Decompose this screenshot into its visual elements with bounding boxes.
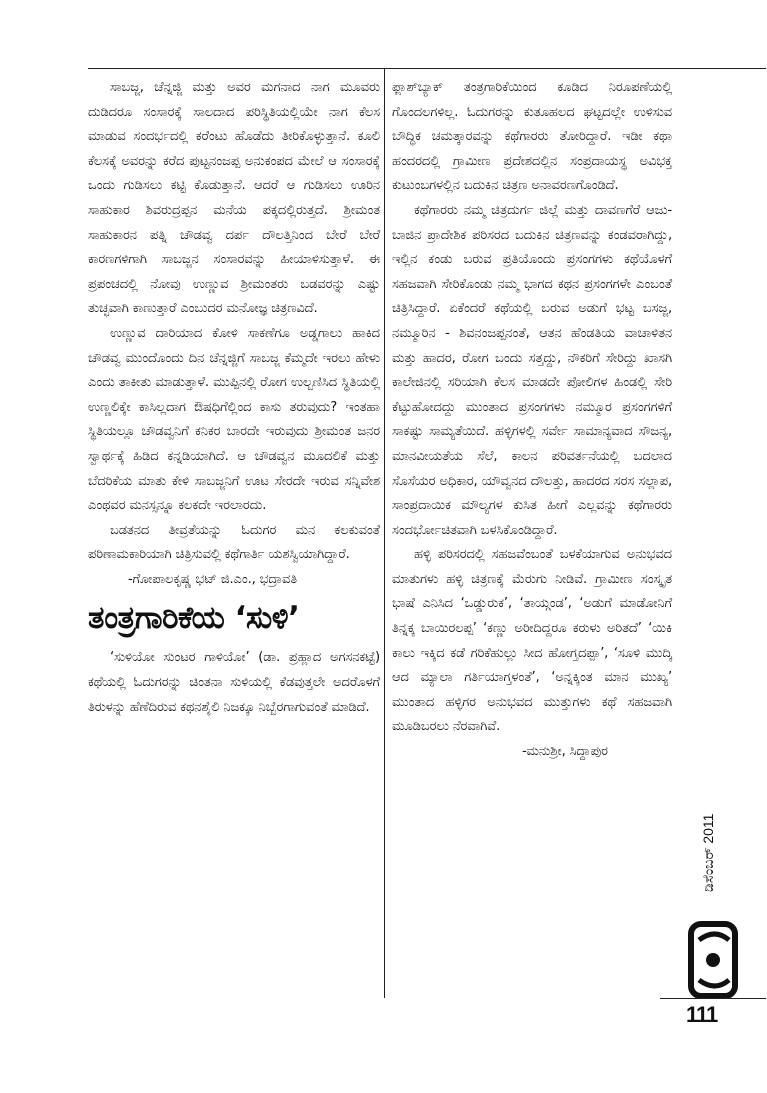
magazine-logo xyxy=(685,920,747,1000)
left-paragraph-2: ಉಣ್ಣುವ ದಾರಿಯಾದ ಕೋಳಿ ಸಾಕಣೆಗೂ ಅಡ್ಡಗಾಲು ಹಾಕಿದ ಚೌಡವ್ವ ಮುಂದೊಂದು ದಿನ ಚೆನ್ನಜ್ಜಿಗೆ ಸಾಬಜ್ಜ ಕೆಮ್ಮದೇ ಇರಲು ಹೇಳು ಎಂದು ತಾಕೀತು ಮಾಡುತ್ತಾಳೆ. ಮುಪ್ಪಿನಲ್ಲಿ ರೋಗ ಉಲ್ಬಣಿಸಿದ ಸ್ಥಿತಿಯಲ್ಲಿ ಉಣ್ಣಲಿಕ್ಕೇ ಕಾಸಿಲ್ಲದಾಗ ಔಷಧಿಗೆಲ್ಲಿಂದ ಕಾಸು ತರುವುದು? ಇಂತಹಾ ಸ್ಥಿತಿಯಲ್ಲೂ ಚೌಡವ್ವನಿಗೆ ಕನಿಕರ ಬಾರದೇ ಇರುವುದು ಶ್ರೀಮಂತ ಜನರ ಸ್ವಾರ್ಥಕ್ಕೆ ಹಿಡಿದ ಕನ್ನಡಿಯಾಗಿದೆ. ಆ ಚೌಡವ್ವನ ಮೂದಲಿಕೆ ಮತ್ತು ಬೆದರಿಕೆಯ ಮಾತು ಕೇಳಿ ಸಾಬಜ್ಜನಿಗೆ ಊಟ ಸೇರದೇ ಇರುವ ಸನ್ನಿವೇಶ ಎಂಥವರ ಮನಸ್ಸನ್ನೂ ಕಲಕದೇ ಇರಲಾರದು. xyxy=(88,325,380,514)
footer-rule xyxy=(660,998,766,999)
right-paragraph-3: ಹಳ್ಳಿ ಪರಿಸರದಲ್ಲಿ ಸಹಜವೆಂಬಂತೆ ಬಳಕೆಯಾಗುವ ಅನುಭವದ ಮಾತುಗಳು ಹಳ್ಳಿ ಚಿತ್ರಣಕ್ಕೆ ಮೆರುಗು ನೀಡಿವೆ. ಗ್ರಾಮೀಣ ಸಂಸ್ಕೃತ ಭಾಷೆ ಎನಿಸಿದ ‘ಒಡ್ಡುರುಕ’, ‘ತಾಯ್ಗಂಡ’, ‘ಅಡುಗೆ ಮಾಡೋನಿಗೆ ತಿನ್ನಕ್ಕ ಬಾಯಿರಲಪ್ಪ’ ‘ಕಣ್ಣು ಅರೀದಿದ್ದರೂ ಕರುಳು ಅರಿತದೆ’ ‘ಯಿಕಿ ಕಾಲು ಇಕ್ಕಿದ ಕಡೆ ಗರಿಕೆಹುಲ್ಲು ಸೀದ ಹೋಗ್ತದಪ್ಪಾ’, ‘ಸೂಳಿ ಮುದ್ಕಿ ಆದ ಮ್ಯಾಲಾ ಗರ್ತಿಯಾಗ್ತಳಂತೆ’, ‘ಅನ್ನಕ್ಕಿಂತ ಮಾನ ಮುಖ್ಯ’ ಮುಂತಾದ ಹಳ್ಳಿಗರ ಅನುಭವದ ಮುತ್ತುಗಳು ಕಥೆ ಸಹಜವಾಗಿ ಮೂಡಿಬರಲು ನೆರವಾಗಿವೆ. xyxy=(392,547,672,735)
column-divider xyxy=(384,68,385,998)
top-rule xyxy=(88,68,766,69)
left-column xyxy=(88,76,380,720)
page-number: 111 xyxy=(686,1002,718,1027)
left-paragraph-3: ಬಡತನದ ತೀವ್ರತೆಯನ್ನು ಓದುಗರ ಮನ ಕಲಕುವಂತೆ ಪರಿಣಾಮಕಾರಿಯಾಗಿ ಚಿತ್ರಿಸುವಲ್ಲಿ ಕಥೆಗಾರ್ತಿ ಯಶಸ್ವಿಯಾಗಿದ್ದಾರೆ. xyxy=(88,522,380,563)
right-paragraph-1: ಫ್ಲಾಶ್‌ಬ್ಯಾಕ್ ತಂತ್ರಗಾರಿಕೆಯಿಂದ ಕೂಡಿದ ನಿರೂಪಣೆಯಲ್ಲಿ ಗೊಂದಲಗಳಿಲ್ಲ. ಓದುಗರನ್ನು ಕುತೂಹಲದ ಘಟ್ಟದಲ್ಲೇ ಉಳಿಸುವ ಬೌದ್ಧಿಕ ಚಮತ್ಕಾರವನ್ನು ಕಥೆಗಾರರು ತೋರಿದ್ದಾರೆ. ಇಡೀ ಕಥಾ ಹಂದರದಲ್ಲಿ ಗ್ರಾಮೀಣ ಪ್ರದೇಶದಲ್ಲಿನ ಸಂಪ್ರದಾಯಸ್ಥ ಅವಿಭಕ್ತ ಕುಟುಂಬಗಳಲ್ಲಿನ ಬದುಕಿನ ಚಿತ್ರಣ ಅನಾವರಣಗೊಂಡಿದೆ. xyxy=(392,80,672,194)
right-paragraph-2: ಕಥೆಗಾರರು ನಮ್ಮ ಚಿತ್ರದುರ್ಗ ಜಿಲ್ಲೆ ಮತ್ತು ದಾವಣಗೆರೆ ಆಜು-ಬಾಜಿನ ಪ್ರಾದೇಶಿಕ ಪರಿಸರದ ಬದುಕಿನ ಚಿತ್ರಣವನ್ನು ಕಂಡವರಾಗಿದ್ದು, ಇಲ್ಲಿನ ಕಂಡು ಬರುವ ಪ್ರತಿಯೊಂದು ಪ್ರಸಂಗಗಳು ಕಥೆಯೊಳಗೆ ಸಹಜವಾಗಿ ಸೇರಿಕೊಂಡು ನಮ್ಮ ಭಾಗದ ಕಥನ ಪ್ರಸಂಗಗಳೇ ಎಂಬಂತೆ ಚಿತ್ರಿಸಿದ್ದಾರೆ. ಏಕೆಂದರೆ ಕಥೆಯಲ್ಲಿ ಬರುವ ಅಡುಗೆ ಭಟ್ಟ ಬಸಜ್ಜ, ನಮ್ಮೂರಿನ - ಶಿವನಂಜಪ್ಪನಂತೆ, ಆತನ ಹೆಂಡತಿಯ ವಾಚಾಳಿತನ ಮತ್ತು ಹಾದರ, ರೋಗ ಬಂದು ಸತ್ತದ್ದು, ನೌಕರಿಗೆ ಸೇರಿದ್ದು ಖಾಸಗಿ ಕಾಲೇಜಿನಲ್ಲಿ ಸರಿಯಾಗಿ ಕೆಲಸ ಮಾಡದೇ ಪೋಲಿಗಳ ಹಿಂಡಲ್ಲಿ ಸೇರಿ ಕೆಟ್ಟುಹೋದದ್ದು ಮುಂತಾದ ಪ್ರಸಂಗಗಳು ನಮ್ಮೂರ ಪ್ರಸಂಗಗಳಿಗೆ ಸಾಕಷ್ಟು ಸಾಮ್ಯತೆಯಿದೆ. ಹಳ್ಳಿಗಳಲ್ಲಿ ಸರ್ವೇ ಸಾಮಾನ್ಯವಾದ ಸೌಜನ್ಯ, ಮಾನವೀಯತೆಯ ಸೆಲೆ, ಕಾಲನ ಪರಿವರ್ತನೆಯಲ್ಲಿ ಬದಲಾದ ಸೊಸೆಯರ ಅಧಿಕಾರ, ಯೌವ್ವನದ ದೌಲತ್ತು, ಹಾದರದ ಸರಸ ಸಲ್ಲಾಪ, ಸಾಂಪ್ರದಾಯಿಕ ಮೌಲ್ಯಗಳ ಕುಸಿತ ಹೀಗೆ ಎಲ್ಲವನ್ನು ಕಥೆಗಾರರು ಸಂದರ್ಭೋಚಿತವಾಗಿ ಬಳಸಿಕೊಂಡಿದ್ದಾರೆ. xyxy=(392,202,672,538)
left-paragraph-1: ಸಾಬಜ್ಜ, ಚೆನ್ನಜ್ಜಿ ಮತ್ತು ಅವರ ಮಗನಾದ ನಾಗ ಮೂವರು ದುಡಿದರೂ ಸಂಸಾರಕ್ಕೆ ಸಾಲದಾದ ಪರಿಸ್ಥಿತಿಯಲ್ಲಿಯೇ ನಾಗ ಕೆಲಸ ಮಾಡುವ ಸಂದರ್ಭದಲ್ಲಿ ಕರೆಂಟು ಹೊಡೆದು ತೀರಿಕೊಳ್ಳುತ್ತಾನೆ. ಕೂಲಿ ಕೆಲಸಕ್ಕೆ ಅವರನ್ನು ಕರೆದ ಪುಟ್ಟನಂಜಪ್ಪ ಅನುಕಂಪದ ಮೇಲೆ ಆ ಸಂಸಾರಕ್ಕೆ ಒಂದು ಗುಡಿಸಲು ಕಟ್ಟಿ ಕೊಡುತ್ತಾನೆ. ಆದರೆ ಆ ಗುಡಿಸಲು ಊರಿನ ಸಾಹುಕಾರ ಶಿವರುದ್ರಪ್ಪನ ಮನೆಯ ಪಕ್ಕದಲ್ಲಿರುತ್ತದೆ. ಶ್ರೀಮಂತ ಸಾಹುಕಾರನ ಪತ್ನಿ ಚೌಡವ್ವ ದರ್ಪ ದೌಲತ್ತಿನಿಂದ ಬೇರೆ ಬೇರೆ ಕಾರಣಗಳಿಗಾಗಿ ಸಾಬಜ್ಜನ ಸಂಸಾರವನ್ನು ಹೀಯಾಳಿಸುತ್ತಾಳೆ. ಈ ಪ್ರಪಂಚದಲ್ಲಿ ನೋವು ಉಣ್ಣುವ ಶ್ರೀಮಂತರು ಬಡವರನ್ನು ಎಷ್ಟು ತುಚ್ಛವಾಗಿ ಕಾಣುತ್ತಾರೆ ಎಂಬುದರ ಮನೋಜ್ಞ ಚಿತ್ರಣವಿದೆ. xyxy=(88,80,380,317)
section-heading: ತಂತ್ರಗಾರಿಕೆಯ ‘ಸುಳಿ’ xyxy=(88,600,300,637)
right-signature: -ಮನುಶ್ರೀ, ಸಿದ್ದಾಪುರ xyxy=(522,744,608,760)
right-column xyxy=(392,76,672,765)
left-paragraph-4: ‘ಸುಳಿಯೋ ಸುಂಟರ ಗಾಳಿಯೋ’ (ಡಾ. ಪ್ರಹ್ಲಾದ ಅಗಸನಕಟ್ಟೆ) ಕಥೆಯಲ್ಲಿ ಓದುಗರನ್ನು ಚಿಂತನಾ ಸುಳಿಯಲ್ಲಿ ಕೆಡವುತ್ತಲೇ ಅದರೊಳಗೆ ತಿರುಳನ್ನು ಹೆಣೆದಿರುವ ಕಥನಶೈಲಿ ನಿಜಕ್ಕೂ ನಿಬ್ಬೆರಗಾಗುವಂತೆ ಮಾಡಿದೆ. xyxy=(88,650,380,715)
left-signature: -ಗೋಪಾಲಕೃಷ್ಣ ಭಟ್ ಜಿ.ಎಂ., ಭದ್ರಾವತಿ xyxy=(128,571,298,587)
masthead-date: ಡಿಸೆಂಬರ್ 2011 xyxy=(700,813,716,892)
